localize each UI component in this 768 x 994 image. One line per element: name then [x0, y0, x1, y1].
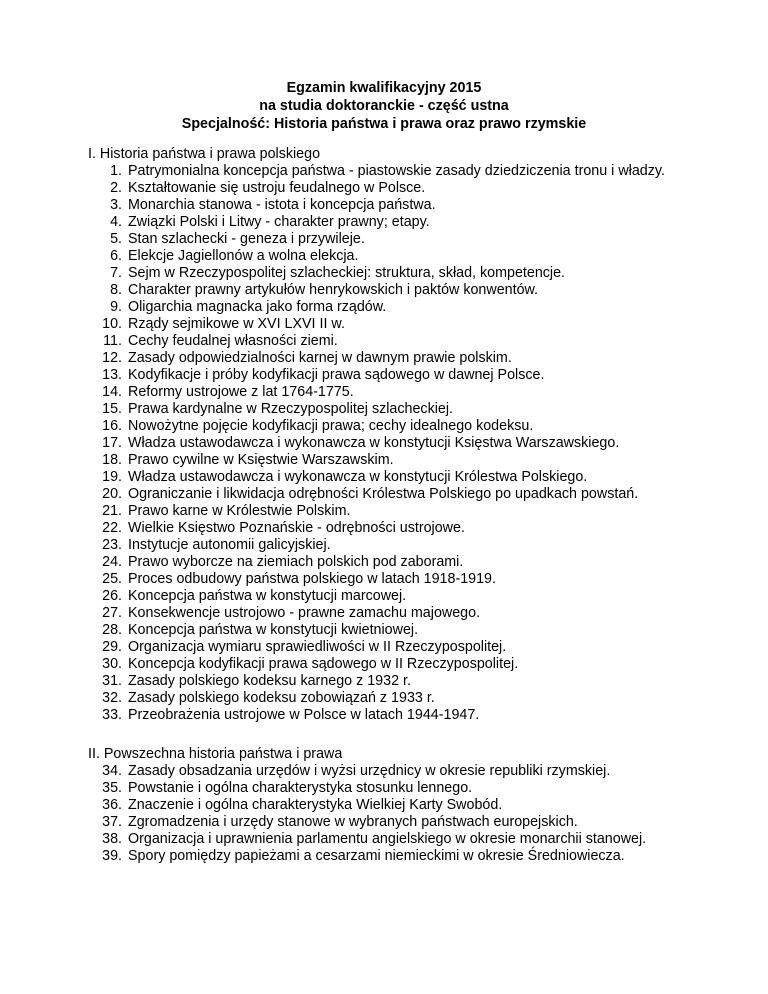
item-number: 36.: [102, 797, 122, 813]
list-item: [88, 503, 688, 520]
list-item: [88, 350, 688, 367]
list-item: [88, 435, 688, 452]
item-text: Elekcje Jagiellonów a wolna elekcja.: [128, 248, 359, 264]
item-number: 27.: [102, 605, 122, 621]
list-item: [88, 690, 688, 707]
item-number: 24.: [102, 554, 122, 570]
item-number: 1.: [110, 163, 122, 179]
list-item: [88, 384, 688, 401]
item-number: 32.: [102, 690, 122, 706]
list-item: [88, 299, 688, 316]
item-number: 37.: [102, 814, 122, 830]
item-number: 18.: [102, 452, 122, 468]
item-text: Kodyfikacje i próby kodyfikacji prawa sądowego w dawnej Polsce.: [128, 367, 545, 383]
document-header: [0, 79, 768, 133]
item-number: 17.: [102, 435, 122, 451]
list-item: [88, 537, 688, 554]
list-item: [88, 554, 688, 571]
item-text: Koncepcja państwa w konstytucji kwietniowej.: [128, 622, 419, 638]
item-number: 4.: [110, 214, 122, 230]
item-text: Prawo wyborcze na ziemiach polskich pod zaborami.: [128, 554, 464, 570]
item-text: Oligarchia magnacka jako forma rządów.: [128, 299, 387, 315]
section-title: I. Historia państwa i prawa polskiego: [88, 146, 321, 162]
item-text: Zgromadzenia i urzędy stanowe w wybranych państwach europejskich.: [128, 814, 578, 830]
item-text: Patrymonialna koncepcja państwa - piastowskie zasady dziedziczenia tronu i władzy.: [128, 163, 665, 179]
list-item: [88, 401, 688, 418]
item-number: 3.: [110, 197, 122, 213]
list-item: [88, 605, 688, 622]
item-text: Władza ustawodawcza i wykonawcza w konstytucji Królestwa Polskiego.: [128, 469, 588, 485]
list-item: [88, 231, 688, 248]
item-number: 14.: [102, 384, 122, 400]
list-item: [88, 588, 688, 605]
item-number: 25.: [102, 571, 122, 587]
section-general-history: [88, 746, 688, 865]
list-item: [88, 486, 688, 503]
item-text: Związki Polski i Litwy - charakter prawny; etapy.: [128, 214, 430, 230]
item-number: 20.: [102, 486, 122, 502]
item-text: Znaczenie i ogólna charakterystyka Wielkiej Karty Swobód.: [128, 797, 503, 813]
list-item: [88, 333, 688, 350]
list-item: [88, 797, 688, 814]
exam-specialty: Specjalność: Historia państwa i prawa oraz prawo rzymskie: [181, 116, 587, 132]
item-number: 5.: [110, 231, 122, 247]
item-text: Zasady odpowiedzialności karnej w dawnym prawie polskim.: [128, 350, 512, 366]
item-number: 21.: [102, 503, 122, 519]
item-number: 31.: [102, 673, 122, 689]
section-title: II. Powszechna historia państwa i prawa: [88, 746, 343, 762]
item-number: 6.: [110, 248, 122, 264]
item-text: Powstanie i ogólna charakterystyka stosunku lennego.: [128, 780, 473, 796]
item-text: Instytucje autonomii galicyjskiej.: [128, 537, 331, 553]
item-number: 8.: [110, 282, 122, 298]
list-item: [88, 469, 688, 486]
item-text: Nowożytne pojęcie kodyfikacji prawa; cechy idealnego kodeksu.: [128, 418, 534, 434]
list-item: [88, 571, 688, 588]
list-item: [88, 639, 688, 656]
item-number: 13.: [102, 367, 122, 383]
item-number: 35.: [102, 780, 122, 796]
list-item: [88, 248, 688, 265]
item-text: Prawo cywilne w Księstwie Warszawskim.: [128, 452, 394, 468]
item-number: 33.: [102, 707, 122, 723]
item-text: Organizacja i uprawnienia parlamentu angielskiego w okresie monarchii stanowej.: [128, 831, 647, 847]
item-text: Ograniczanie i likwidacja odrębności Królestwa Polskiego po upadkach powstań.: [128, 486, 639, 502]
list-item: [88, 452, 688, 469]
list-item: [88, 622, 688, 639]
list-item: [88, 197, 688, 214]
item-text: Charakter prawny artykułów henrykowskich i paktów konwentów.: [128, 282, 539, 298]
item-text: Koncepcja kodyfikacji prawa sądowego w II Rzeczypospolitej.: [128, 656, 519, 672]
item-text: Zasady polskiego kodeksu zobowiązań z 1933 r.: [128, 690, 435, 706]
item-text: Koncepcja państwa w konstytucji marcowej.: [128, 588, 407, 604]
list-item: [88, 848, 688, 865]
list-item: [88, 831, 688, 848]
item-text: Prawo karne w Królestwie Polskim.: [128, 503, 351, 519]
list-item: [88, 673, 688, 690]
item-number: 2.: [110, 180, 122, 196]
exam-title: Egzamin kwalifikacyjny 2015: [286, 80, 482, 96]
item-text: Prawa kardynalne w Rzeczypospolitej szlacheckiej.: [128, 401, 454, 417]
item-text: Przeobrażenia ustrojowe w Polsce w latach 1944-1947.: [128, 707, 480, 723]
item-text: Rządy sejmikowe w XVI LXVI II w.: [128, 316, 345, 332]
item-number: 12.: [102, 350, 122, 366]
item-number: 29.: [102, 639, 122, 655]
item-text: Konsekwencje ustrojowo - prawne zamachu majowego.: [128, 605, 481, 621]
list-item: [88, 180, 688, 197]
item-number: 7.: [110, 265, 122, 281]
item-number: 28.: [102, 622, 122, 638]
item-text: Sejm w Rzeczypospolitej szlacheckiej: struktura, skład, kompetencje.: [128, 265, 566, 281]
list-item: [88, 418, 688, 435]
item-number: 22.: [102, 520, 122, 536]
item-number: 19.: [102, 469, 122, 485]
list-item: [88, 814, 688, 831]
item-number: 11.: [103, 333, 122, 349]
list-item: [88, 763, 688, 780]
item-number: 16.: [102, 418, 122, 434]
list-item: [88, 707, 688, 724]
item-text: Spory pomiędzy papieżami a cesarzami niemieckimi w okresie Średniowiecza.: [128, 848, 625, 864]
item-text: Proces odbudowy państwa polskiego w latach 1918-1919.: [128, 571, 496, 587]
item-text: Cechy feudalnej własności ziemi.: [128, 333, 338, 349]
item-number: 26.: [102, 588, 122, 604]
item-number: 10.: [102, 316, 122, 332]
list-item: [88, 520, 688, 537]
item-text: Wielkie Księstwo Poznańskie - odrębności ustrojowe.: [128, 520, 465, 536]
item-text: Reformy ustrojowe z lat 1764-1775.: [128, 384, 354, 400]
exam-subtitle: na studia doktoranckie - część ustna: [259, 98, 509, 114]
item-text: Organizacja wymiaru sprawiedliwości w II Rzeczypospolitej.: [128, 639, 507, 655]
item-text: Zasady polskiego kodeksu karnego z 1932 r.: [128, 673, 411, 689]
item-text: Kształtowanie się ustroju feudalnego w Polsce.: [128, 180, 426, 196]
question-list: [88, 763, 688, 865]
list-item: [88, 316, 688, 333]
item-number: 15.: [102, 401, 122, 417]
item-text: Władza ustawodawcza i wykonawcza w konstytucji Księstwa Warszawskiego.: [128, 435, 620, 451]
item-text: Stan szlachecki - geneza i przywileje.: [128, 231, 365, 247]
item-text: Monarchia stanowa - istota i koncepcja państwa.: [128, 197, 436, 213]
item-number: 34.: [102, 763, 122, 779]
item-number: 39.: [102, 848, 122, 864]
item-number: 38.: [102, 831, 122, 847]
list-item: [88, 367, 688, 384]
item-number: 23.: [102, 537, 122, 553]
item-number: 9.: [110, 299, 122, 315]
list-item: [88, 265, 688, 282]
list-item: [88, 282, 688, 299]
section-polish-history: [88, 146, 688, 724]
list-item: [88, 163, 688, 180]
list-item: [88, 780, 688, 797]
list-item: [88, 656, 688, 673]
item-text: Zasady obsadzania urzędów i wyżsi urzędnicy w okresie republiki rzymskiej.: [128, 763, 611, 779]
list-item: [88, 214, 688, 231]
question-list: [88, 163, 688, 724]
item-number: 30.: [102, 656, 122, 672]
